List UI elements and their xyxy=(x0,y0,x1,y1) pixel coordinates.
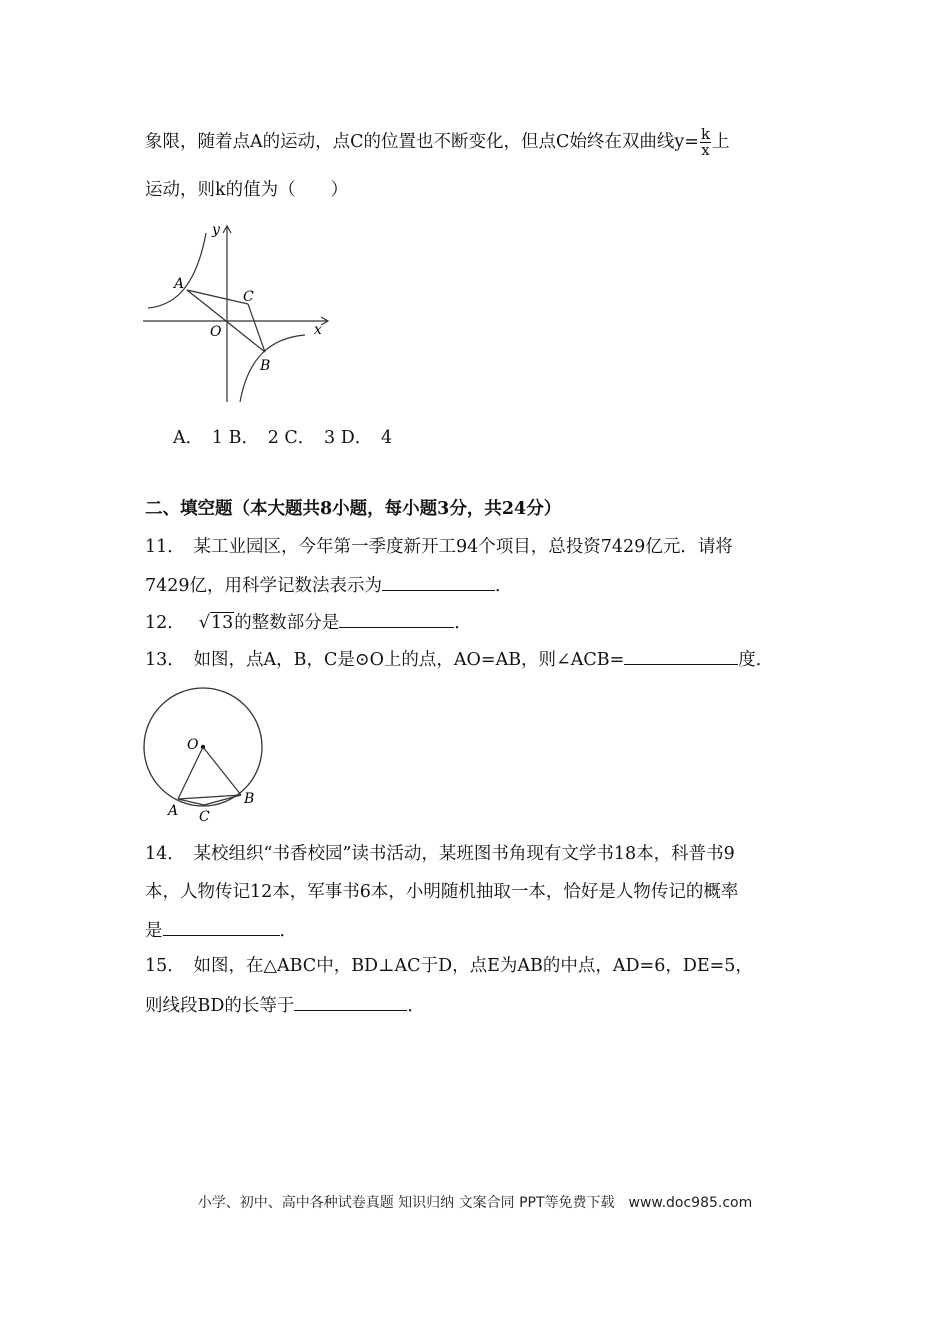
q10-fraction xyxy=(700,127,711,158)
q12-post: ． xyxy=(454,613,472,633)
q13-answer-blank xyxy=(624,646,738,665)
q10-line2: 运动，则k的值为（ ） xyxy=(145,180,349,200)
q13-post: 度． xyxy=(738,650,774,670)
q13-line xyxy=(145,646,773,672)
circle-figure xyxy=(140,685,270,825)
q10-frac-den: x xyxy=(701,141,710,159)
label-C: C xyxy=(199,809,210,825)
label-C: C xyxy=(243,289,254,305)
q14-line3-post: ． xyxy=(279,921,297,941)
hyperbola-figure xyxy=(140,218,340,408)
q14-line3 xyxy=(145,917,297,943)
q15-line2-pre: 则线段BD的长等于 xyxy=(145,996,295,1016)
q10-line1 xyxy=(145,127,730,158)
q11-answer-blank xyxy=(382,572,495,591)
q12-text: 的整数部分是 xyxy=(234,613,340,633)
q12-num: 12． xyxy=(145,613,185,633)
label-A: A xyxy=(174,276,185,292)
hyperbola-branch-right xyxy=(240,335,305,402)
q12-sqrt xyxy=(199,611,234,635)
q10-frac-num: k xyxy=(700,125,711,143)
q12-answer-blank xyxy=(339,609,454,628)
q14-line3-pre: 是 xyxy=(145,921,163,941)
q15-answer-blank xyxy=(294,992,407,1011)
q15-line2 xyxy=(145,992,425,1018)
q10-options: A． 1 B． 2 C． 3 D． 4 xyxy=(173,428,393,448)
q12-line xyxy=(145,609,472,635)
radical-sign-icon: √ xyxy=(198,613,210,633)
q11-line2-pre: 7429亿，用科学记数法表示为 xyxy=(145,576,383,596)
q12-radicand: 13 xyxy=(210,613,234,633)
q11-line2-post: ． xyxy=(495,576,513,596)
label-O: O xyxy=(210,324,222,340)
q14-answer-blank xyxy=(163,917,280,936)
segment-OA xyxy=(178,747,203,799)
segment-OB xyxy=(203,747,241,795)
q10-line1-pre: 象限，随着点A的运动，点C的位置也不断变化，但点C始终在双曲线 xyxy=(145,132,675,152)
q11-line2 xyxy=(145,572,513,598)
label-B: B xyxy=(244,791,255,807)
q15-line1: 15． 如图，在△ABC中，BD⊥AC于D，点E为AB的中点，AD=6，DE=5， xyxy=(145,956,753,976)
label-y: y xyxy=(212,222,220,238)
q10-line1-post: 上 xyxy=(712,132,730,152)
q14-line2: 本，人物传记12本，军事书6本，小明随机抽取一本，恰好是人物传记的概率 xyxy=(145,882,739,902)
page-footer: 小学、初中、高中各种试卷真题 知识归纳 文案合同 PPT等免费下载 www.doc985.com xyxy=(197,1195,753,1211)
label-O: O xyxy=(187,737,199,753)
section2-heading: 二、填空题（本大题共8小题，每小题3分，共24分） xyxy=(145,499,562,519)
q10-formula-y: y= xyxy=(674,132,699,152)
q15-line2-post: ． xyxy=(407,996,425,1016)
label-x: x xyxy=(314,322,322,338)
label-B: B xyxy=(260,358,271,374)
hyperbola-branch-left xyxy=(148,233,206,308)
q11-line1: 11． 某工业园区，今年第一季度新开工94个项目，总投资7429亿元．请将 xyxy=(145,537,733,557)
q13-pre: 13． 如图，点A，B，C是⊙O上的点，AO=AB，则∠ACB= xyxy=(145,650,625,670)
label-A: A xyxy=(168,803,179,819)
q14-line1: 14． 某校组织“书香校园”读书活动，某班图书角现有文学书18本，科普书9 xyxy=(145,844,735,864)
